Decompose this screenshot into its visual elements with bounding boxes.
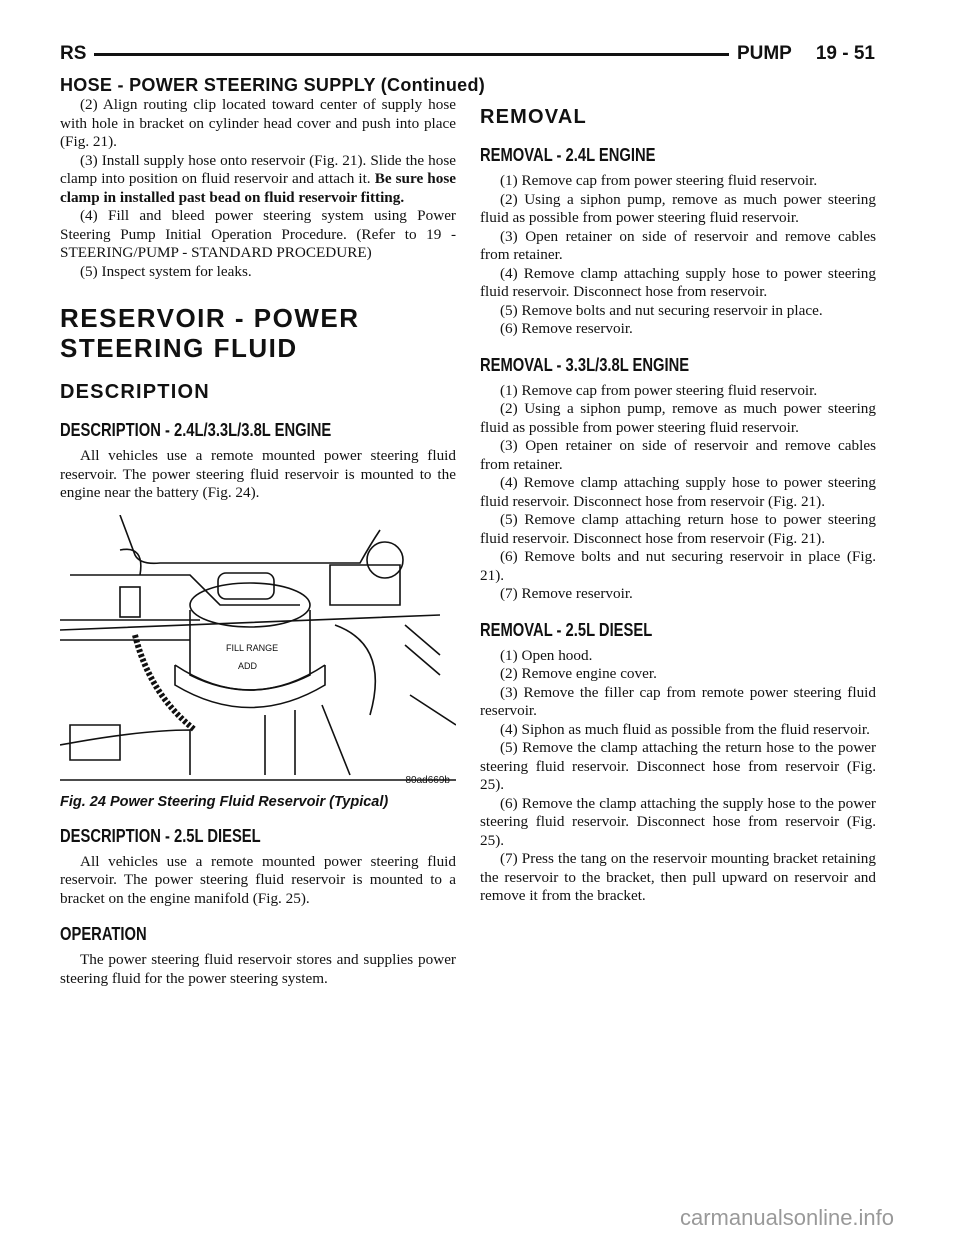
paragraph-text: (3) Install supply hose onto reservoir (Fig. 21). Slide the hose clamp into position on fluid reservoir and attach it. [60,151,456,187]
topic-title: REMOVAL - 2.4L ENGINE [480,145,656,165]
left-column [60,96,456,988]
step: (1) Remove cap from power steering fluid reservoir. [500,172,818,189]
step: (7) Press the tang on the reservoir mounting bracket retaining the reservoir to the bracket, then pull upward on reservoir and remove it from the bracket. [480,850,876,904]
paragraph: The power steering fluid reservoir stores and supplies power steering fluid for the power steering system. [60,951,456,987]
paragraph: (5) Inspect system for leaks. [80,262,252,280]
header-section: PUMP [736,43,792,64]
step: (6) Remove reservoir. [500,320,633,337]
figure-reservoir-illustration [60,515,456,790]
right-column [480,106,876,906]
step: (5) Remove the clamp attaching the return hose to the power steering fluid reservoir. Disconnect hose from reservoir (Fig. 25). [480,739,876,793]
steps-2-5l-diesel [480,647,876,906]
paragraph: (4) Fill and bleed power steering system using Power Steering Pump Initial Operation Procedure. (Refer to 19 - STEERING/PUMP - STANDARD PROCEDURE) [60,207,456,261]
step: (4) Remove clamp attaching supply hose to power steering fluid reservoir. Disconnect hose from reservoir. [480,264,876,300]
step: (7) Remove reservoir. [500,585,633,602]
topic-title: REMOVAL - 3.3L/3.8L ENGINE [480,354,690,375]
paragraph [60,152,456,208]
page-header [60,42,875,66]
topic-title: DESCRIPTION - 2.4L/3.3L/3.8L ENGINE [60,420,332,440]
step: (3) Open retainer on side of reservoir and remove cables from retainer. [480,437,876,473]
watermark: carmanualsonline.info [680,1205,895,1230]
step: (6) Remove the clamp attaching the supply hose to the power steering fluid reservoir. Disconnect hose from reservoir (Fig. 25). [480,794,876,849]
topic-title: OPERATION [60,924,147,944]
step: (4) Remove clamp attaching supply hose to power steering fluid reservoir. Disconnect hose from reservoir (Fig. 21). [480,474,876,510]
steps-2-4l [480,172,876,339]
step: (2) Remove engine cover. [500,665,657,682]
paragraph: All vehicles use a remote mounted power steering fluid reservoir. The power steering fluid reservoir is mounted to a bracket on the engine manifold (Fig. 25). [60,852,456,907]
topic-title: REMOVAL - 2.5L DIESEL [480,619,653,640]
paragraph: (2) Align routing clip located toward center of supply hose with hole in bracket on cylinder head cover and push into place (Fig. 21). [60,96,456,150]
page-number: 19 - 51 [815,43,875,64]
steps-3-3l-3-8l [480,382,876,604]
fill-range-label: FILL RANGE [226,642,279,653]
step: (1) Open hood. [500,646,593,664]
section-title: RESERVOIR - POWER STEERING FLUID [60,303,360,363]
topic-title: DESCRIPTION - 2.5L DIESEL [60,825,261,846]
step: (3) Remove the filler cap from remote power steering fluid reservoir. [480,683,876,719]
step: (3) Open retainer on side of reservoir and remove cables from retainer. [480,227,876,263]
add-label: ADD [238,660,258,671]
figure-id: 80ad669b [405,774,450,786]
step: (2) Using a siphon pump, remove as much power steering fluid as possible from power steering fluid reservoir. [480,190,876,226]
step: (5) Remove clamp attaching return hose to power steering fluid reservoir. Disconnect hose from reservoir (Fig. 21). [480,511,876,547]
continued-title: HOSE - POWER STEERING SUPPLY (Continued) [60,75,486,95]
step: (2) Using a siphon pump, remove as much power steering fluid as possible from power steering fluid reservoir. [480,400,876,436]
step: (5) Remove bolts and nut securing reservoir in place. [500,301,823,319]
header-rule [94,53,729,56]
subsection-title: DESCRIPTION [60,381,210,403]
figure-caption: Fig. 24 Power Steering Fluid Reservoir (Typical) [60,793,389,810]
paragraph: All vehicles use a remote mounted power steering fluid reservoir. The power steering fluid reservoir is mounted to the engine near the battery (Fig. 24). [60,447,456,501]
header-manual-code: RS [60,43,87,64]
warning-text: Be sure hose clamp in installed past bead on fluid reservoir fitting. [60,170,456,206]
step: (6) Remove bolts and nut securing reservoir in place (Fig. 21). [480,548,876,584]
step: (1) Remove cap from power steering fluid reservoir. [500,381,818,399]
subsection-title: REMOVAL [480,106,587,128]
step: (4) Siphon as much fluid as possible from the fluid reservoir. [500,720,870,738]
